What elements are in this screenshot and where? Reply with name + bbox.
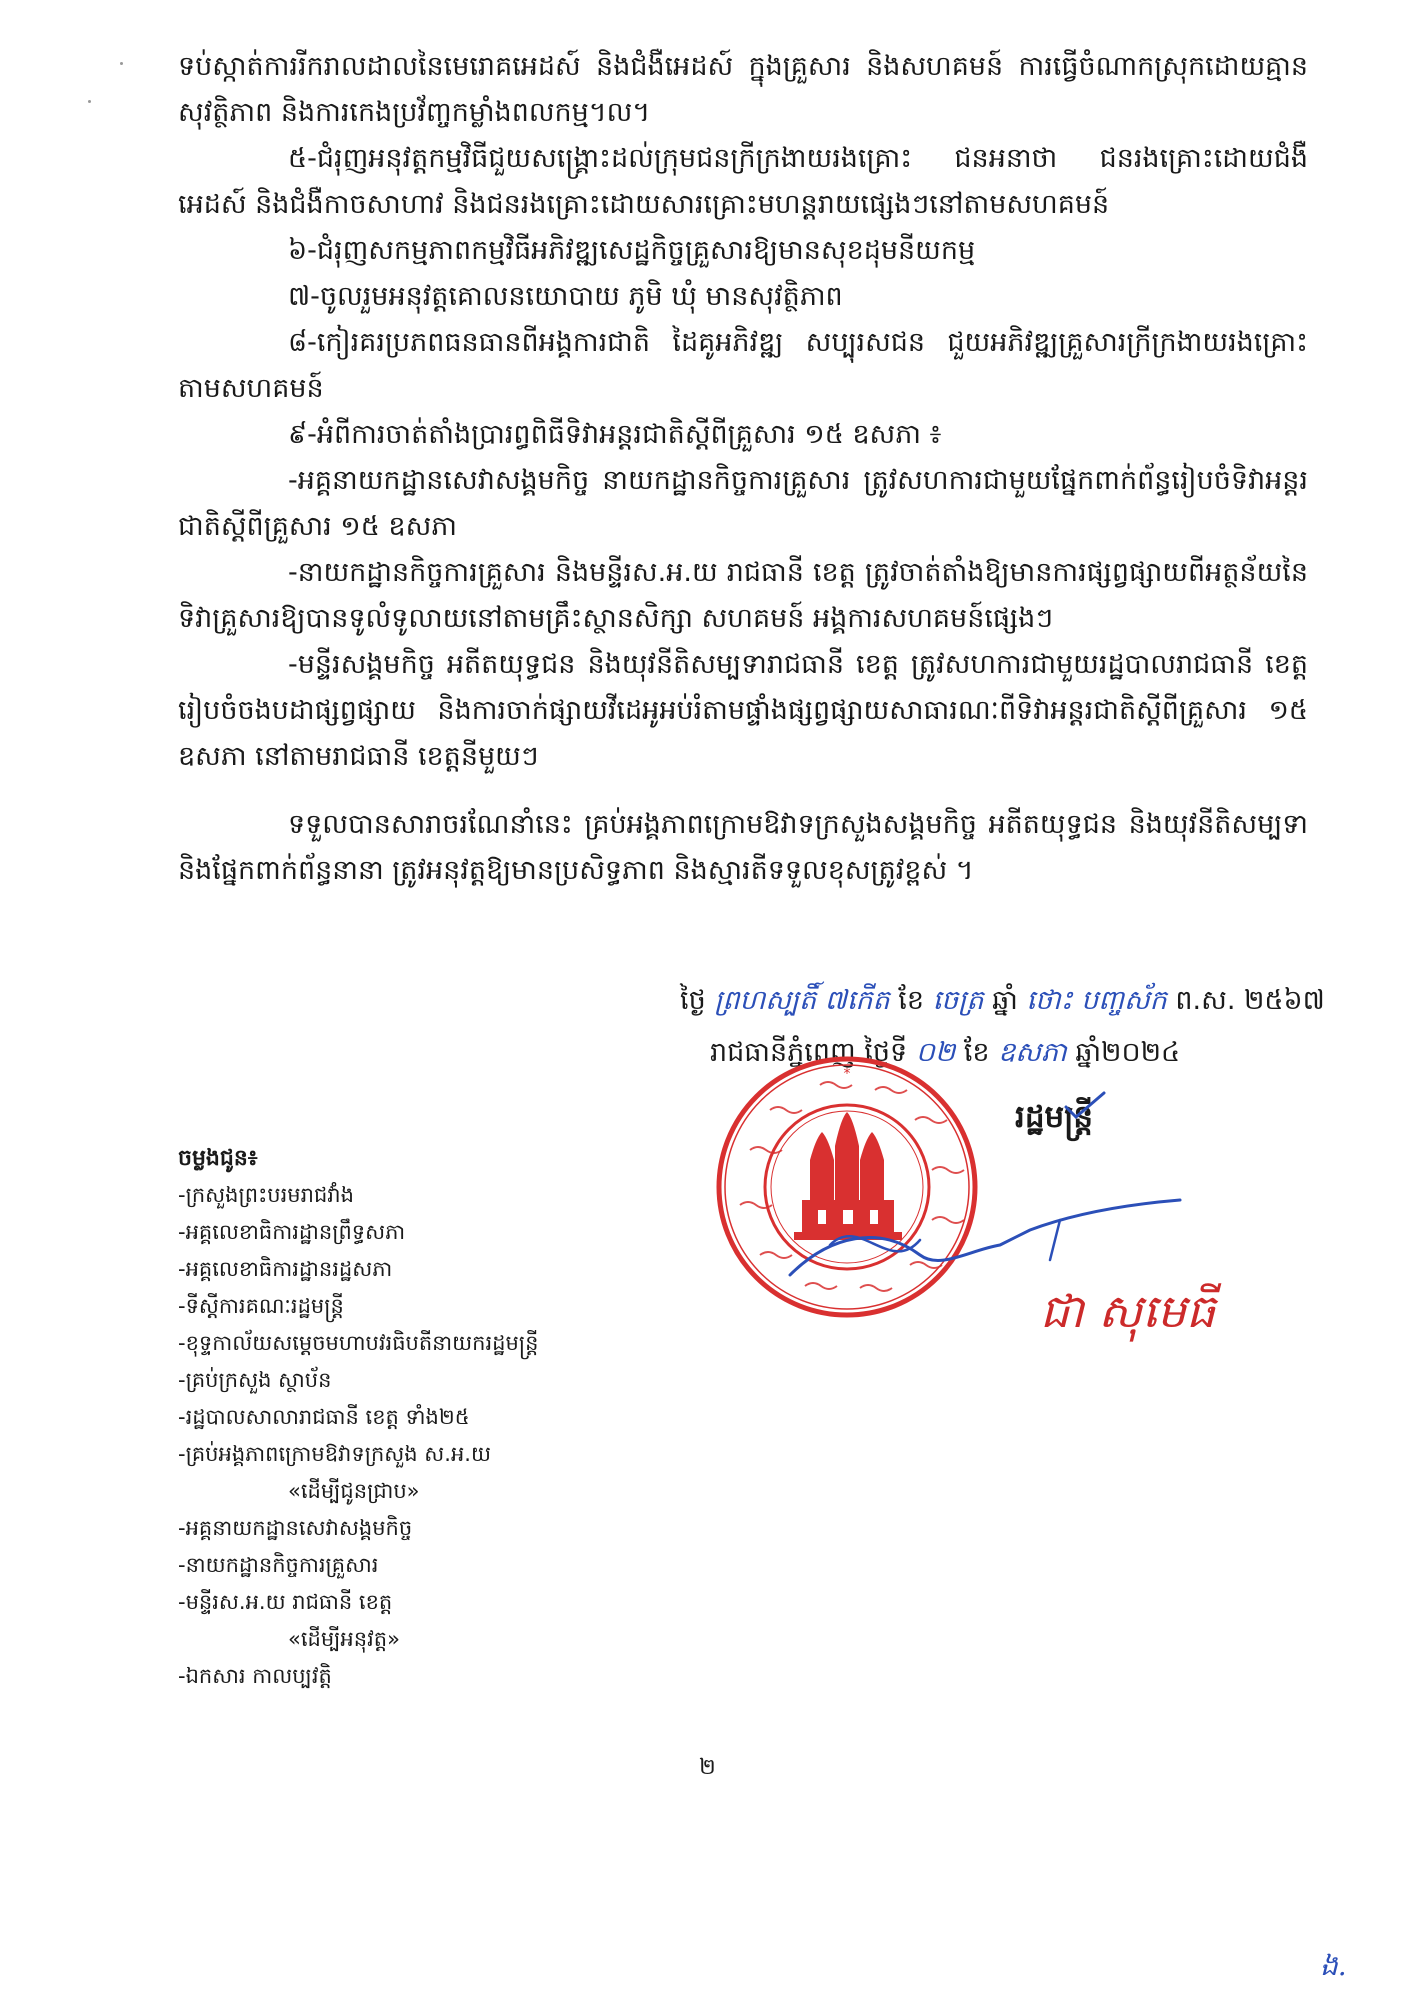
signatory-name-signature: ជា សុមេធី: [1040, 1284, 1216, 1338]
seal-star: *: [843, 1066, 851, 1082]
cc-item: -ឯកសារ កាលប្បវត្តិ: [178, 1664, 332, 1688]
place-prefix: រាជធានីភ្នំពេញ ថ្ងៃទី: [710, 1037, 908, 1068]
lunar-day-handwritten: ព្រហស្បតិ៍ ៧កើត: [714, 985, 890, 1016]
signature-icon: [770, 1195, 1190, 1295]
cc-item: -ក្រសួងព្រះបរមរាជវាំង: [178, 1183, 354, 1207]
paragraph-item-5: ៥-ជំរុញអនុវត្តកម្មវិធីជួយសង្គ្រោះដល់ក្រុមជនក្រីក្រងាយរងគ្រោះ ជនអនាថា ជនរងគ្រោះដោយជំងឺអេដស៍ និងជំងឺកាចសាហាវ និងជនរងគ្រោះដោយសារគ្រោះមហន្តរាយផ្សេងៗនៅតាមសហគមន៍: [178, 143, 1308, 220]
day-handwritten: ០២: [915, 1037, 956, 1068]
paragraph-sub-3: -មន្ទីរសង្គមកិច្ច អតីតយុទ្ធជន និងយុវនីតិសម្បទារាជធានី ខេត្ត ត្រូវសហការជាមួយរដ្ឋបាលរាជធានី ខេត្ត រៀបចំចងបដាផ្សព្វផ្សាយ និងការចាក់ផ្សាយវីដេអូអប់រំតាមផ្ទាំងផ្សព្វផ្សាយសាធារណៈពីទិវាអន្តរជាតិស្តីពីគ្រួសារ ១៥ ឧសភា នៅតាមរាជធានី ខេត្តនីមួយៗ: [178, 649, 1308, 772]
cc-item: -នាយកដ្ឋានកិច្ចការគ្រួសារ: [178, 1553, 379, 1577]
cc-item: -គ្រប់ក្រសួង ស្ថាប័ន: [178, 1368, 332, 1392]
signatory-title: រដ្ឋមន្ត្រី: [1015, 1099, 1094, 1135]
month-prefix: ខែ: [963, 1037, 990, 1068]
cc-item: -ទីស្តីការគណៈរដ្ឋមន្ត្រី: [178, 1294, 344, 1318]
cc-item: -អគ្គលេខាធិការដ្ឋានព្រឹទ្ធសភា: [178, 1220, 406, 1244]
cc-list: [178, 1140, 538, 1695]
check-mark-icon: [1060, 1085, 1110, 1125]
paragraph-closing: ទទួលបានសារាចរណែនាំនេះ គ្រប់អង្គភាពក្រោមឱវាទក្រសួងសង្គមកិច្ច អតីតយុទ្ធជន និងយុវនីតិសម្បទា និងផ្នែកពាក់ព័ន្ធនានា ត្រូវអនុវត្តឱ្យមានប្រសិទ្ធភាព និងស្មារតីទទួលខុសត្រូវខ្ពស់ ។: [178, 809, 1308, 886]
cc-item: -អគ្គលេខាធិការដ្ឋានរដ្ឋសភា: [178, 1257, 393, 1281]
paragraph-item-6: ៦-ជំរុញសកម្មភាពកម្មវិធីអភិវឌ្ឍសេដ្ឋកិច្ចគ្រួសារឱ្យមានសុខដុមនីយកម្ម: [288, 235, 976, 266]
paragraph-item-7: ៧-ចូលរួមអនុវត្តគោលនយោបាយ ភូមិ ឃុំ មានសុវត្ថិភាព: [288, 281, 843, 312]
cc-item: -ខុទ្ទកាល័យសម្តេចមហាបវរធិបតីនាយករដ្ឋមន្ត្រី: [178, 1331, 539, 1355]
cc-item: -អគ្គនាយកដ្ឋានសេវាសង្គមកិច្ច: [178, 1516, 413, 1540]
lunar-year-prefix: ឆ្នាំ: [992, 985, 1018, 1016]
month-handwritten: ឧសភា: [998, 1037, 1067, 1068]
paragraph-sub-2: -នាយកដ្ឋានកិច្ចការគ្រួសារ និងមន្ទីរស.អ.យ រាជធានី ខេត្ត ត្រូវចាត់តាំងឱ្យមានការផ្សព្វផ្សាយពីអត្ថន័យនៃទិវាគ្រួសារឱ្យបានទូលំទូលាយនៅតាមគ្រឹះស្ថានសិក្សា សហគមន៍ អង្គការសហគមន៍ផ្សេងៗ: [178, 557, 1308, 634]
year-text: ឆ្នាំ២០២៤: [1075, 1037, 1181, 1068]
scan-artifact: [88, 100, 91, 103]
body-text: [178, 44, 1308, 894]
cc-item: -រដ្ឋបាលសាលារាជធានី ខេត្ត ទាំង២៥: [178, 1405, 470, 1429]
lunar-month-handwritten: ចេត្រ: [932, 985, 984, 1016]
paragraph-sub-1: -អគ្គនាយកដ្ឋានសេវាសង្គមកិច្ច នាយកដ្ឋានកិច្ចការគ្រួសារ ត្រូវសហការជាមួយផ្នែកពាក់ព័ន្ធរៀបចំទិវាអន្តរជាតិស្តីពីគ្រួសារ ១៥ ឧសភា: [178, 465, 1308, 542]
cc-note-for-implementation: «ដើម្បីអនុវត្ត»: [288, 1627, 400, 1651]
paragraph-item-9: ៩-អំពីការចាត់តាំងប្រារព្ធពិធីទិវាអន្តរជាតិស្តីពីគ្រួសារ ១៥ ឧសភា ៖: [288, 419, 942, 450]
cc-note-for-info: «ដើម្បីជូនជ្រាប»: [288, 1479, 420, 1503]
lunar-year-handwritten: ថោះ បញ្ចស័ក: [1026, 985, 1167, 1016]
buddhist-era: ព.ស. ២៥៦៧: [1175, 985, 1325, 1016]
cc-heading: ចម្លងជូន៖: [178, 1146, 258, 1171]
cc-item: -មន្ទីរស.អ.យ រាជធានី ខេត្ត: [178, 1590, 393, 1614]
paragraph-continuation: ទប់ស្កាត់ការរីករាលដាលនៃមេរោគអេដស៍ និងជំងឺអេដស៍ ក្នុងគ្រួសារ និងសហគមន៍ ការធ្វើចំណាកស្រុកដោយគ្មានសុវត្ថិភាព និងការកេងប្រវ័ញ្ចកម្លាំងពលកម្ម។ល។: [178, 51, 1308, 128]
cc-item: -គ្រប់អង្គភាពក្រោមឱវាទក្រសួង ស.អ.យ: [178, 1442, 491, 1466]
lunar-day-prefix: ថ្ងៃ: [680, 985, 706, 1016]
page-number: ២: [699, 1755, 716, 1780]
paragraph-item-8: ៨-កៀរគរប្រភពធនធានពីអង្គការជាតិ ដៃគូអភិវឌ្ឍ សប្បុរសជន ជួយអភិវឌ្ឍគ្រួសារក្រីក្រងាយរងគ្រោះតាមសហគមន៍: [178, 327, 1308, 404]
lunar-month-prefix: ខែ: [898, 985, 924, 1016]
lunar-date-line: [680, 975, 1325, 1027]
handwritten-corner-mark: ង.: [1320, 1949, 1347, 1982]
scan-artifact: [120, 62, 123, 65]
